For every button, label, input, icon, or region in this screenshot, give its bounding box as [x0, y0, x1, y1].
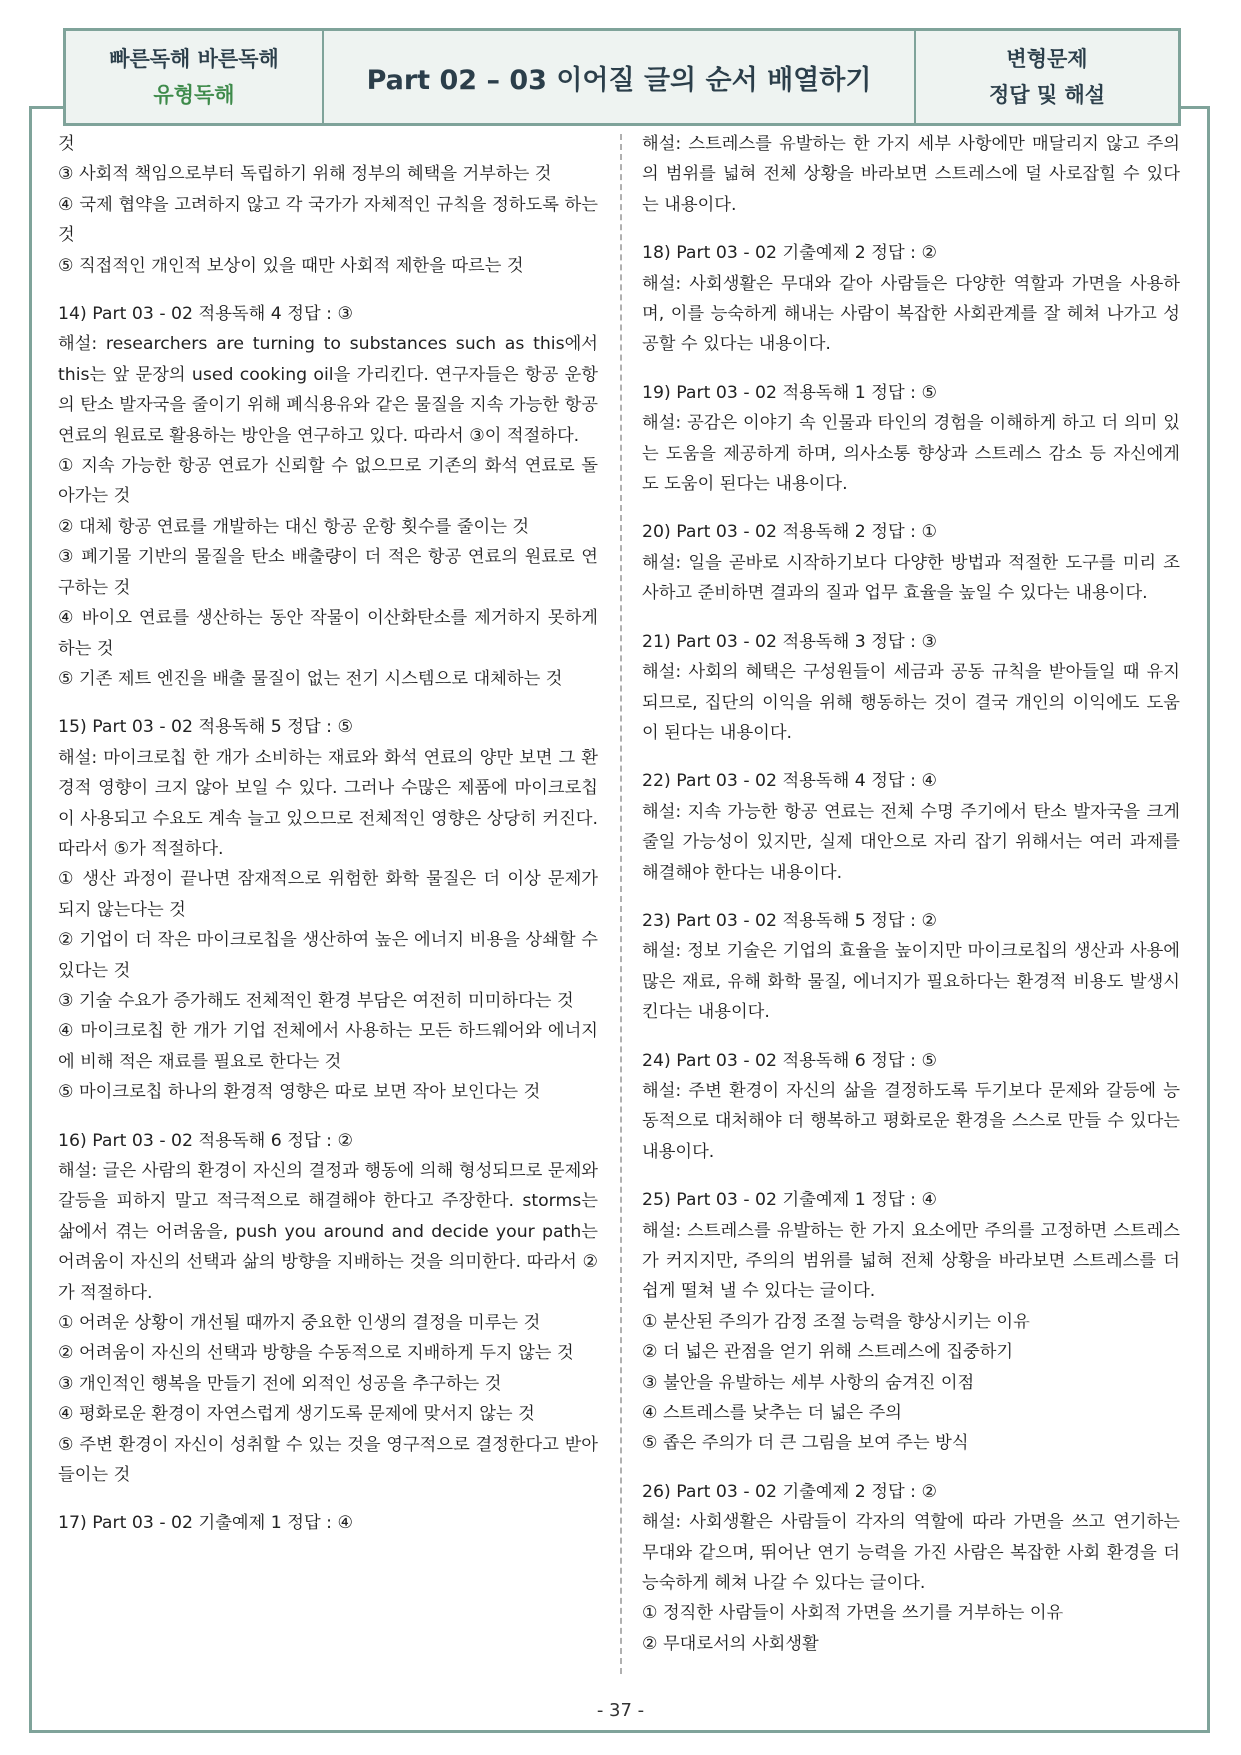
answer-25 — [642, 1185, 1180, 1459]
answer-title: 18) Part 03 - 02 기출예제 2 정답 : ② — [642, 243, 937, 264]
answer-14 — [58, 299, 598, 694]
option-line: ② 기업이 더 작은 마이크로칩을 생산하여 높은 에너지 비용을 상쇄할 수 있다는 것 — [58, 930, 598, 981]
answer-16 — [58, 1126, 598, 1491]
option-line: ④ 바이오 연료를 생산하는 동안 작물이 이산화탄소를 제거하지 못하게 하는 것 — [58, 608, 598, 659]
header-series — [66, 31, 324, 123]
answer-17-explanation — [642, 129, 1180, 220]
answer-title: 16) Part 03 - 02 적용독해 6 정답 : ② — [58, 1130, 353, 1151]
answer-22 — [642, 766, 1180, 888]
answer-18 — [642, 238, 1180, 360]
option-line: ④ 국제 협약을 고려하지 않고 각 국가가 자체적인 규칙을 정하도록 하는 것 — [58, 194, 598, 246]
answer-explanation: 해설: 사회생활은 사람들이 각자의 역할에 따라 가면을 쓰고 연기하는 무대와 같으며, 뛰어난 연기 능력을 가진 사람은 복잡한 사회 환경을 더 능숙하게 헤쳐 나갈 수 있다는 글이다. — [642, 1512, 1180, 1594]
option-line: ③ 개인적인 행복을 만들기 전에 외적인 성공을 추구하는 것 — [58, 1373, 502, 1394]
answer-26 — [642, 1477, 1180, 1659]
option-line: ④ 마이크로칩 한 개가 기업 전체에서 사용하는 모든 하드웨어와 에너지에 비해 적은 재료를 필요로 한다는 것 — [58, 1021, 598, 1072]
answer-20 — [642, 517, 1180, 608]
answer-explanation: 해설: 스트레스를 유발하는 한 가지 세부 사항에만 매달리지 않고 주의의 범위를 넓혀 전체 상황을 바라보면 스트레스에 덜 사로잡힐 수 있다는 내용이다. — [642, 134, 1180, 215]
answer-explanation: 해설: 공감은 이야기 속 인물과 타인의 경험을 이해하게 하고 더 의미 있는 도움을 제공하게 하며, 의사소통 향상과 스트레스 감소 등 자신에게도 도움이 된다는 내용이다. — [642, 413, 1180, 495]
option-line: ② 대체 항공 연료를 개발하는 대신 항공 운항 횟수를 줄이는 것 — [58, 516, 530, 537]
option-line: ③ 불안을 유발하는 세부 사항의 숨겨진 이점 — [642, 1372, 975, 1393]
answer-23 — [642, 906, 1180, 1028]
option-line: 것 — [58, 134, 75, 154]
answer-title: 24) Part 03 - 02 적용독해 6 정답 : ⑤ — [642, 1050, 937, 1071]
answer-explanation: 해설: 스트레스를 유발하는 한 가지 요소에만 주의를 고정하면 스트레스가 커지지만, 주의의 범위를 넓혀 전체 상황을 바라보면 스트레스를 더 쉽게 떨쳐 낼 수 있다는 글이다. — [642, 1220, 1180, 1302]
header-title — [324, 31, 916, 123]
header-section-title: 변형문제 — [1006, 47, 1088, 71]
answer-title: 20) Part 03 - 02 적용독해 2 정답 : ① — [642, 522, 937, 543]
page-header — [63, 28, 1181, 126]
answer-title: 14) Part 03 - 02 적용독해 4 정답 : ③ — [58, 304, 353, 325]
answer-17-title — [58, 1508, 598, 1538]
option-line: ⑤ 주변 환경이 자신이 성취할 수 있는 것을 영구적으로 결정한다고 받아들이는 것 — [58, 1434, 598, 1486]
answer-explanation: 해설: 마이크로칩 한 개가 소비하는 재료와 화석 연료의 양만 보면 그 환경적 영향이 크지 않아 보일 수 있다. 그러나 수많은 제품에 마이크로칩이 사용되고 수요도 계속 늘고 있으므로 전체적인 영향은 상당히 커진다. 따라서 ⑤가 적절하다. — [58, 747, 598, 859]
answer-explanation: 해설: 정보 기술은 기업의 효율을 높이지만 마이크로칩의 생산과 사용에 많은 재료, 유해 화학 물질, 에너지가 필요하다는 환경적 비용도 발생시킨다는 내용이다. — [642, 941, 1180, 1023]
header-section — [916, 31, 1178, 123]
answer-15 — [58, 712, 598, 1107]
left-column — [58, 129, 598, 1557]
option-line: ① 지속 가능한 항공 연료가 신뢰할 수 없으므로 기존의 화석 연료로 돌아가는 것 — [58, 456, 598, 507]
answer-title: 23) Part 03 - 02 적용독해 5 정답 : ② — [642, 910, 937, 931]
answer-title: 25) Part 03 - 02 기출예제 1 정답 : ④ — [642, 1190, 937, 1211]
header-section-subtitle: 정답 및 해설 — [988, 83, 1106, 107]
option-line: ① 생산 과정이 끝나면 잠재적으로 위험한 화학 물질은 더 이상 문제가 되지 않는다는 것 — [58, 869, 598, 920]
header-series-title: 빠른독해 바른독해 — [109, 47, 279, 71]
answer-explanation: 해설: 지속 가능한 항공 연료는 전체 수명 주기에서 탄소 발자국을 크게 줄일 가능성이 있지만, 실제 대안으로 자리 잡기 위해서는 여러 과제를 해결해야 한다는 내용이다. — [642, 801, 1180, 883]
option-line: ① 분산된 주의가 감정 조절 능력을 향상시키는 이유 — [642, 1311, 1030, 1332]
option-line: ④ 평화로운 환경이 자연스럽게 생기도록 문제에 맞서지 않는 것 — [58, 1404, 535, 1425]
answer-explanation: 해설: 주변 환경이 자신의 삶을 결정하도록 두기보다 문제와 갈등에 능동적으로 대처해야 더 행복하고 평화로운 환경을 스스로 만들 수 있다는 내용이다. — [642, 1080, 1180, 1162]
option-line: ④ 스트레스를 낮추는 더 넓은 주의 — [642, 1403, 902, 1424]
answer-title: 22) Part 03 - 02 적용독해 4 정답 : ④ — [642, 771, 937, 792]
header-series-subtitle: 유형독해 — [153, 83, 235, 107]
page-title: Part 02 – 03 이어질 글의 순서 배열하기 — [366, 64, 872, 96]
option-line: ⑤ 마이크로칩 하나의 환경적 영향은 따로 보면 작아 보인다는 것 — [58, 1082, 541, 1103]
answer-title: 21) Part 03 - 02 적용독해 3 정답 : ③ — [642, 631, 937, 652]
answer-explanation: 해설: 일을 곧바로 시작하기보다 다양한 방법과 적절한 도구를 미리 조사하고 준비하면 결과의 질과 업무 효율을 높일 수 있다는 내용이다. — [642, 552, 1180, 604]
answer-title: 15) Part 03 - 02 적용독해 5 정답 : ⑤ — [58, 717, 353, 738]
answer-24 — [642, 1046, 1180, 1168]
option-line: ⑤ 좁은 주의가 더 큰 그림을 보여 주는 방식 — [642, 1433, 969, 1454]
option-line: ① 어려운 상황이 개선될 때까지 중요한 인생의 결정을 미루는 것 — [58, 1313, 541, 1334]
option-line: ③ 사회적 책임으로부터 독립하기 위해 정부의 혜택을 거부하는 것 — [58, 164, 552, 185]
answer-19 — [642, 378, 1180, 500]
answer-explanation: 해설: researchers are turning to substances such as this에서 this는 앞 문장의 used cooking oil을 가리킨다. 연구자들은 항공 운항의 탄소 발자국을 줄이기 위해 폐식용유와 같은 물질을 지속 가능한 항공 연료의 원료로 활용하는 방안을 연구하고 있다. 따라서 ③이 적절하다. — [58, 334, 598, 446]
answer-explanation: 해설: 글은 사람의 환경이 자신의 결정과 행동에 의해 형성되므로 문제와 갈등을 피하지 말고 적극적으로 해결해야 한다고 주장한다. storms는 삶에서 겪는 어려움을, push you around and decide your path는 어려움이 자신의 선택과 삶의 방향을 지배하는 것을 의미한다. 따라서 ②가 적절하다. — [58, 1161, 598, 1303]
option-line: ③ 기술 수요가 증가해도 전체적인 환경 부담은 여전히 미미하다는 것 — [58, 990, 574, 1011]
answer-title: 17) Part 03 - 02 기출예제 1 정답 : ④ — [58, 1513, 353, 1534]
answer-title: 19) Part 03 - 02 적용독해 1 정답 : ⑤ — [642, 382, 937, 403]
option-line: ① 정직한 사람들이 사회적 가면을 쓰기를 거부하는 이유 — [642, 1603, 1064, 1624]
answer-21 — [642, 627, 1180, 749]
option-line: ② 무대로서의 사회생활 — [642, 1633, 819, 1654]
page-number: - 37 - — [596, 1700, 645, 1721]
column-divider — [620, 134, 622, 1674]
answer-explanation: 해설: 사회의 혜택은 구성원들이 세금과 공동 규칙을 받아들일 때 유지되므로, 집단의 이익을 위해 행동하는 것이 결국 개인의 이익에도 도움이 된다는 내용이다. — [642, 662, 1180, 743]
option-line: ⑤ 직접적인 개인적 보상이 있을 때만 사회적 제한을 따르는 것 — [58, 255, 524, 276]
option-line: ② 어려움이 자신의 선택과 방향을 수동적으로 지배하게 두지 않는 것 — [58, 1343, 574, 1364]
option-line: ⑤ 기존 제트 엔진을 배출 물질이 없는 전기 시스템으로 대체하는 것 — [58, 668, 563, 689]
answer-explanation: 해설: 사회생활은 무대와 같아 사람들은 다양한 역할과 가면을 사용하며, 이를 능숙하게 해내는 사람이 복잡한 사회관계를 잘 헤쳐 나가고 성공할 수 있다는 내용이다. — [642, 273, 1180, 355]
option-line: ② 더 넓은 관점을 얻기 위해 스트레스에 집중하기 — [642, 1342, 1014, 1363]
continued-options — [58, 129, 598, 281]
option-line: ③ 폐기물 기반의 물질을 탄소 배출량이 더 적은 항공 연료의 원료로 연구하는 것 — [58, 547, 598, 598]
right-column — [642, 129, 1180, 1677]
answer-title: 26) Part 03 - 02 기출예제 2 정답 : ② — [642, 1481, 937, 1502]
